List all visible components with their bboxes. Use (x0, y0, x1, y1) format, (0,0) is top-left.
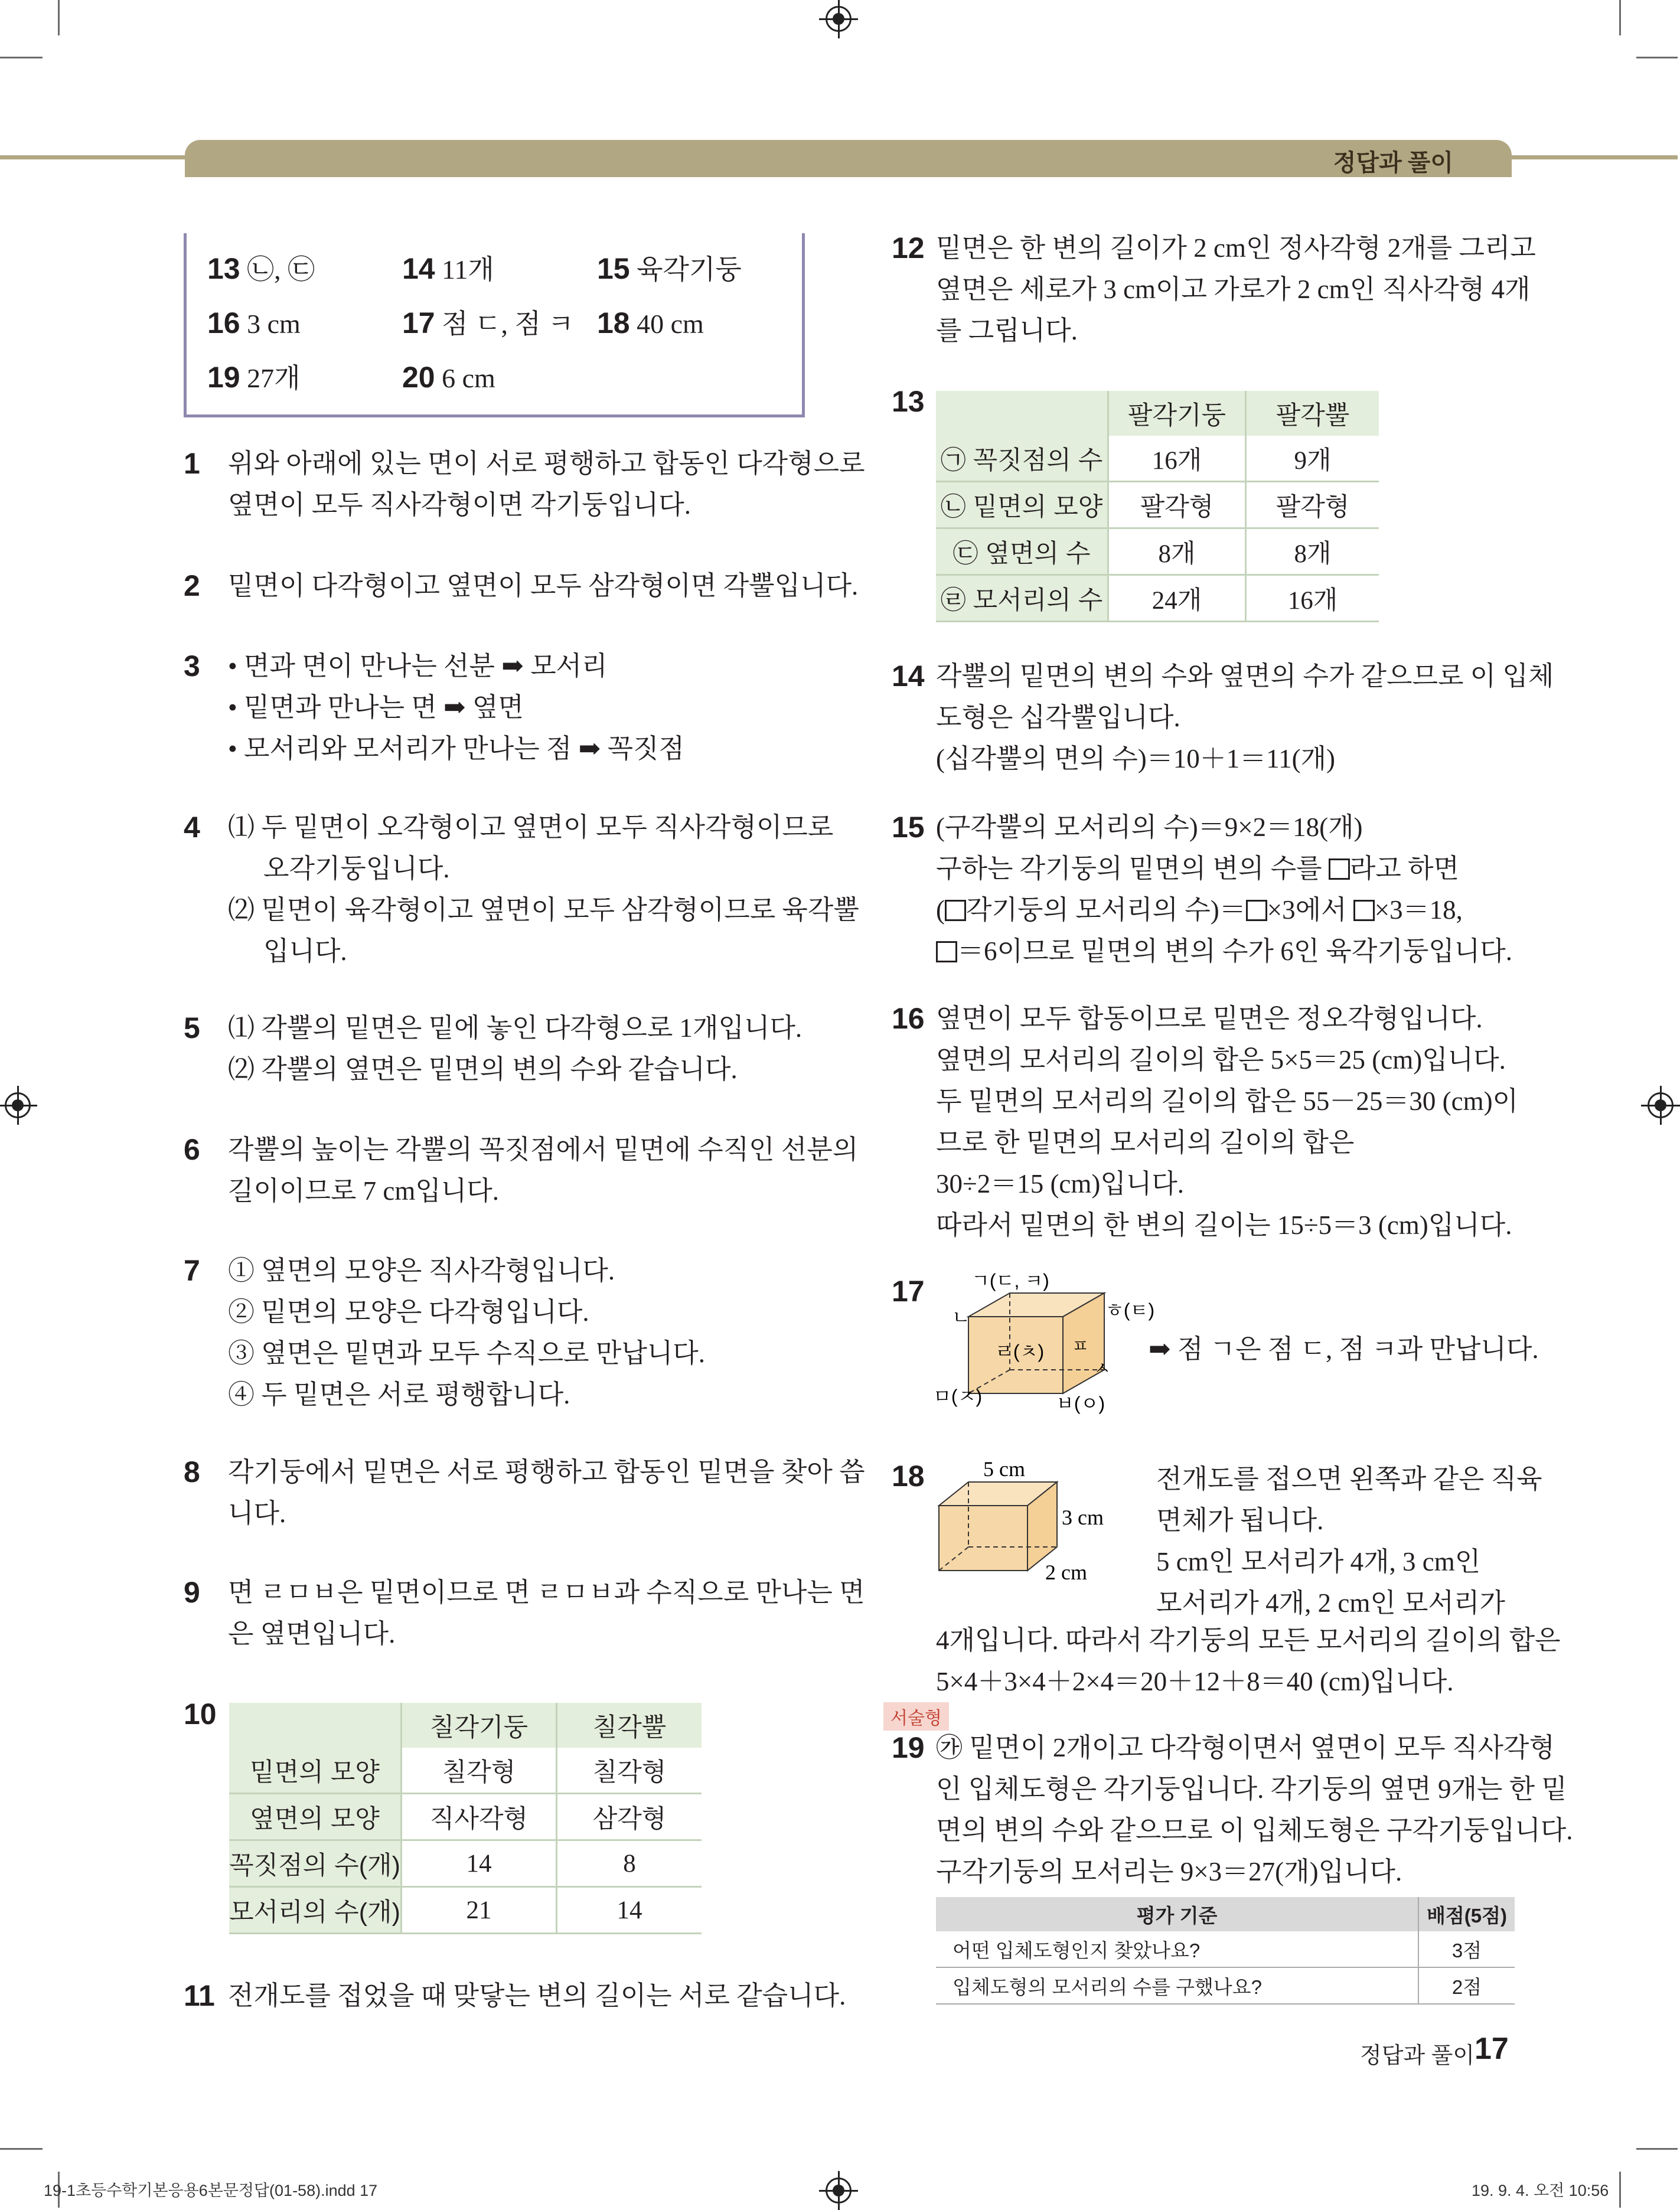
answer-summary-box (184, 233, 805, 417)
crop-mark (1636, 2148, 1678, 2150)
crop-mark (58, 0, 60, 35)
blank-box (1353, 900, 1375, 921)
question-12: 12 밑면은 한 변의 길이가 2 cm인 정사각형 2개를 그리고 옆면은 세로가 3 cm이고 가로가 2 cm인 직사각형 4개 를 그립니다. (892, 231, 1536, 345)
blank-box (1246, 900, 1267, 921)
question-15: 15 (구각뿔의 모서리의 수)＝9×2＝18(개) 구하는 각기둥의 밑면의 변의 수를 라고 하면 ( 각기둥의 모서리의 수)＝ ×3에서 ×3＝18, ＝6이므로 밑면의 변의 수가 6인 육각기둥입니다. (892, 811, 1512, 966)
registration-mark-icon (826, 2178, 852, 2204)
answer-row: 16 3 cm 17 점 ㄷ, 점 ㅋ 18 40 cm (207, 306, 704, 340)
crop-mark (0, 2148, 43, 2150)
question-2: 2 밑면이 다각형이고 옆면이 모두 삼각형이면 각뿔입니다. (184, 569, 859, 602)
question-7: 7 ① 옆면의 모양은 직사각형입니다. ② 밑면의 모양은 다각형입니다. ③ 옆면은 밑면과 모두 수직으로 만납니다. ④ 두 밑면은 서로 평행합니다. (184, 1254, 706, 1409)
table-row: 입체도형의 모서리의 수를 구했나요? 2점 (936, 1967, 1515, 2004)
header-title: 정답과 풀이 (1333, 149, 1453, 176)
crop-mark (1619, 0, 1621, 35)
dimension-label: 2 cm (1045, 1561, 1087, 1584)
blank-box (1329, 858, 1350, 880)
blank-box (936, 941, 957, 962)
question-16: 16 옆면이 모두 합동이므로 밑면은 정오각형입니다. 옆면의 모서리의 길이의 합은 5×5＝25 (cm)입니다. 두 밑면의 모서리의 길이의 합은 55－25＝30 (cm)이 므로 한 밑면의 모서리의 길이의 합은 30÷2＝15 (cm)입니다. 따라서 밑면의 한 변의 길이는 15÷5＝3 (cm)입니다. (892, 1002, 1519, 1240)
table-row: 밑면의 모양 칠각형 칠각형 (229, 1748, 702, 1794)
dimension-label: 5 cm (983, 1457, 1025, 1481)
vertex-label: ㅍ (1072, 1337, 1089, 1356)
question-9: 9 면 ㄹㅁㅂ은 밑면이므로 면 ㄹㅁㅂ과 수직으로 만나는 면 은 옆면입니다. (184, 1576, 865, 1648)
question-3: 3 • 면과 면이 만나는 선분 ➡ 모서리 • 밑면과 만나는 면 ➡ 옆면 • 모서리와 모서리가 만나는 점 ➡ 꼭짓점 (184, 649, 685, 763)
table-prism-pyramid-7: 칠각기둥 칠각뿔 밑면의 모양 칠각형 칠각형 옆면의 모양 직사각형 삼각형 꼭짓점의 수(개) 14 8 모서리의 수(개) 21 14 (229, 1703, 702, 1934)
cuboid-net-figure (933, 1269, 1155, 1423)
question-4: 4 ⑴ 두 밑면이 오각형이고 옆면이 모두 직사각형이므로 오각기둥입니다. ⑵ 밑면이 육각형이고 옆면이 모두 삼각형이므로 육각뿔 입니다. (184, 811, 859, 966)
table-row: ㉠ 꼭짓점의 수 16개 9개 (936, 436, 1379, 482)
registration-mark-icon (5, 1092, 31, 1118)
question-8: 8 각기둥에서 밑면은 서로 평행하고 합동인 밑면을 찾아 씁 니다. (184, 1455, 865, 1528)
question-5: 5 ⑴ 각뿔의 밑면은 밑에 놓인 다각형으로 1개입니다. ⑵ 각뿔의 옆면은 밑면의 변의 수와 같습니다. (184, 1011, 803, 1084)
vertex-label: ㅂ(ㅇ) (1056, 1393, 1105, 1414)
table-row: 옆면의 모양 직사각형 삼각형 (229, 1794, 702, 1840)
question-19: 19 ㉮ 밑면이 2개이고 다각형이면서 옆면이 모두 직사각형 인 입체도형은 각기둥입니다. 각기둥의 옆면 9개는 한 밑 면의 변의 수와 같으므로 이 입체도형은 구각기둥입니다. 구각기둥의 모서리는 9×3＝27(개)입니다. (892, 1731, 1573, 1886)
registration-mark-icon (826, 6, 852, 32)
registration-mark-icon (1648, 1092, 1674, 1118)
question-18-text: 4개입니다. 따라서 각기둥의 모든 모서리의 길이의 합은 5×4＋3×4＋2×4＝20＋12＋8＝40 (cm)입니다. (936, 1625, 1561, 1696)
table-row: ㉡ 밑면의 모양 팔각형 팔각형 (936, 482, 1379, 528)
question-11: 11 전개도를 접었을 때 맞닿는 변의 길이는 서로 같습니다. (184, 1979, 846, 2012)
crop-mark (0, 57, 43, 58)
table-row: ㉣ 모서리의 수 24개 16개 (936, 575, 1379, 622)
vertex-label: ㄴ (952, 1307, 970, 1328)
question-6: 6 각뿔의 높이는 각뿔의 꼭짓점에서 밑면에 수직인 선분의 길이이므로 7 cm입니다. (184, 1133, 859, 1206)
print-file-name: 19-1초등수학기본응용6본문정답(01-58).indd 17 (44, 2182, 378, 2199)
crop-mark (1619, 2172, 1621, 2208)
blank-box (945, 900, 966, 921)
table-row: 모서리의 수(개) 21 14 (229, 1887, 702, 1934)
table-prism-pyramid-8: 팔각기둥 팔각뿔 ㉠ 꼭짓점의 수 16개 9개 ㉡ 밑면의 모양 팔각형 팔각형 ㉢ 옆면의 수 8개 8개 ㉣ 모서리의 수 24개 16개 (936, 391, 1379, 622)
answer-row: 19 27개 20 6 cm (207, 361, 495, 394)
vertex-label: ㅁ(ㅈ) (933, 1386, 983, 1407)
descriptive-tag: 서술형 (883, 1702, 949, 1731)
question-17-text: ➡ 점 ㄱ은 점 ㄷ, 점 ㅋ과 만납니다. (1149, 1334, 1539, 1364)
vertex-label: ㄱ(ㄷ, ㅋ) (971, 1270, 1049, 1291)
vertex-label: ㅅ (1094, 1359, 1111, 1379)
table-row: 꼭짓점의 수(개) 14 8 (229, 1840, 702, 1887)
question-14: 14 각뿔의 밑면의 변의 수와 옆면의 수가 같으므로 이 입체 도형은 십각뿔입니다. (십각뿔의 면의 수)＝10＋1＝11(개) (892, 660, 1554, 773)
cuboid-figure (933, 1458, 1128, 1594)
evaluation-table: 평가 기준 배점(5점) 어떤 입체도형인지 찾았나요? 3점 입체도형의 모서리의 수를 구했나요? 2점 (936, 1897, 1515, 2005)
page-footer-label: 정답과 풀이 (1360, 2043, 1475, 2068)
vertex-label: ㄹ(ㅊ) (995, 1341, 1045, 1362)
table-row: ㉢ 옆면의 수 8개 8개 (936, 528, 1379, 575)
question-18-side-text: 전개도를 접으면 왼쪽과 같은 직육 면체가 됩니다. 5 cm인 모서리가 4개, 3 cm인 모서리가 4개, 2 cm인 모서리가 (1156, 1464, 1542, 1618)
dimension-label: 3 cm (1062, 1506, 1104, 1529)
table-row: 어떤 입체도형인지 찾았나요? 3점 (936, 1931, 1515, 1967)
vertex-label: ㅎ(ㅌ) (1105, 1300, 1155, 1321)
print-timestamp: 19. 9. 4. 오전 10:56 (1472, 2182, 1609, 2199)
question-1: 1 위와 아래에 있는 면이 서로 평행하고 합동인 다각형으로 옆면이 모두 직사각형이면 각기둥입니다. (184, 447, 865, 520)
crop-mark (1636, 57, 1678, 58)
header-band (185, 140, 1512, 177)
page-number: 17 (1475, 2032, 1509, 2066)
answer-row: 13 ㉡, ㉢ 14 11개 15 육각기둥 (207, 252, 742, 285)
